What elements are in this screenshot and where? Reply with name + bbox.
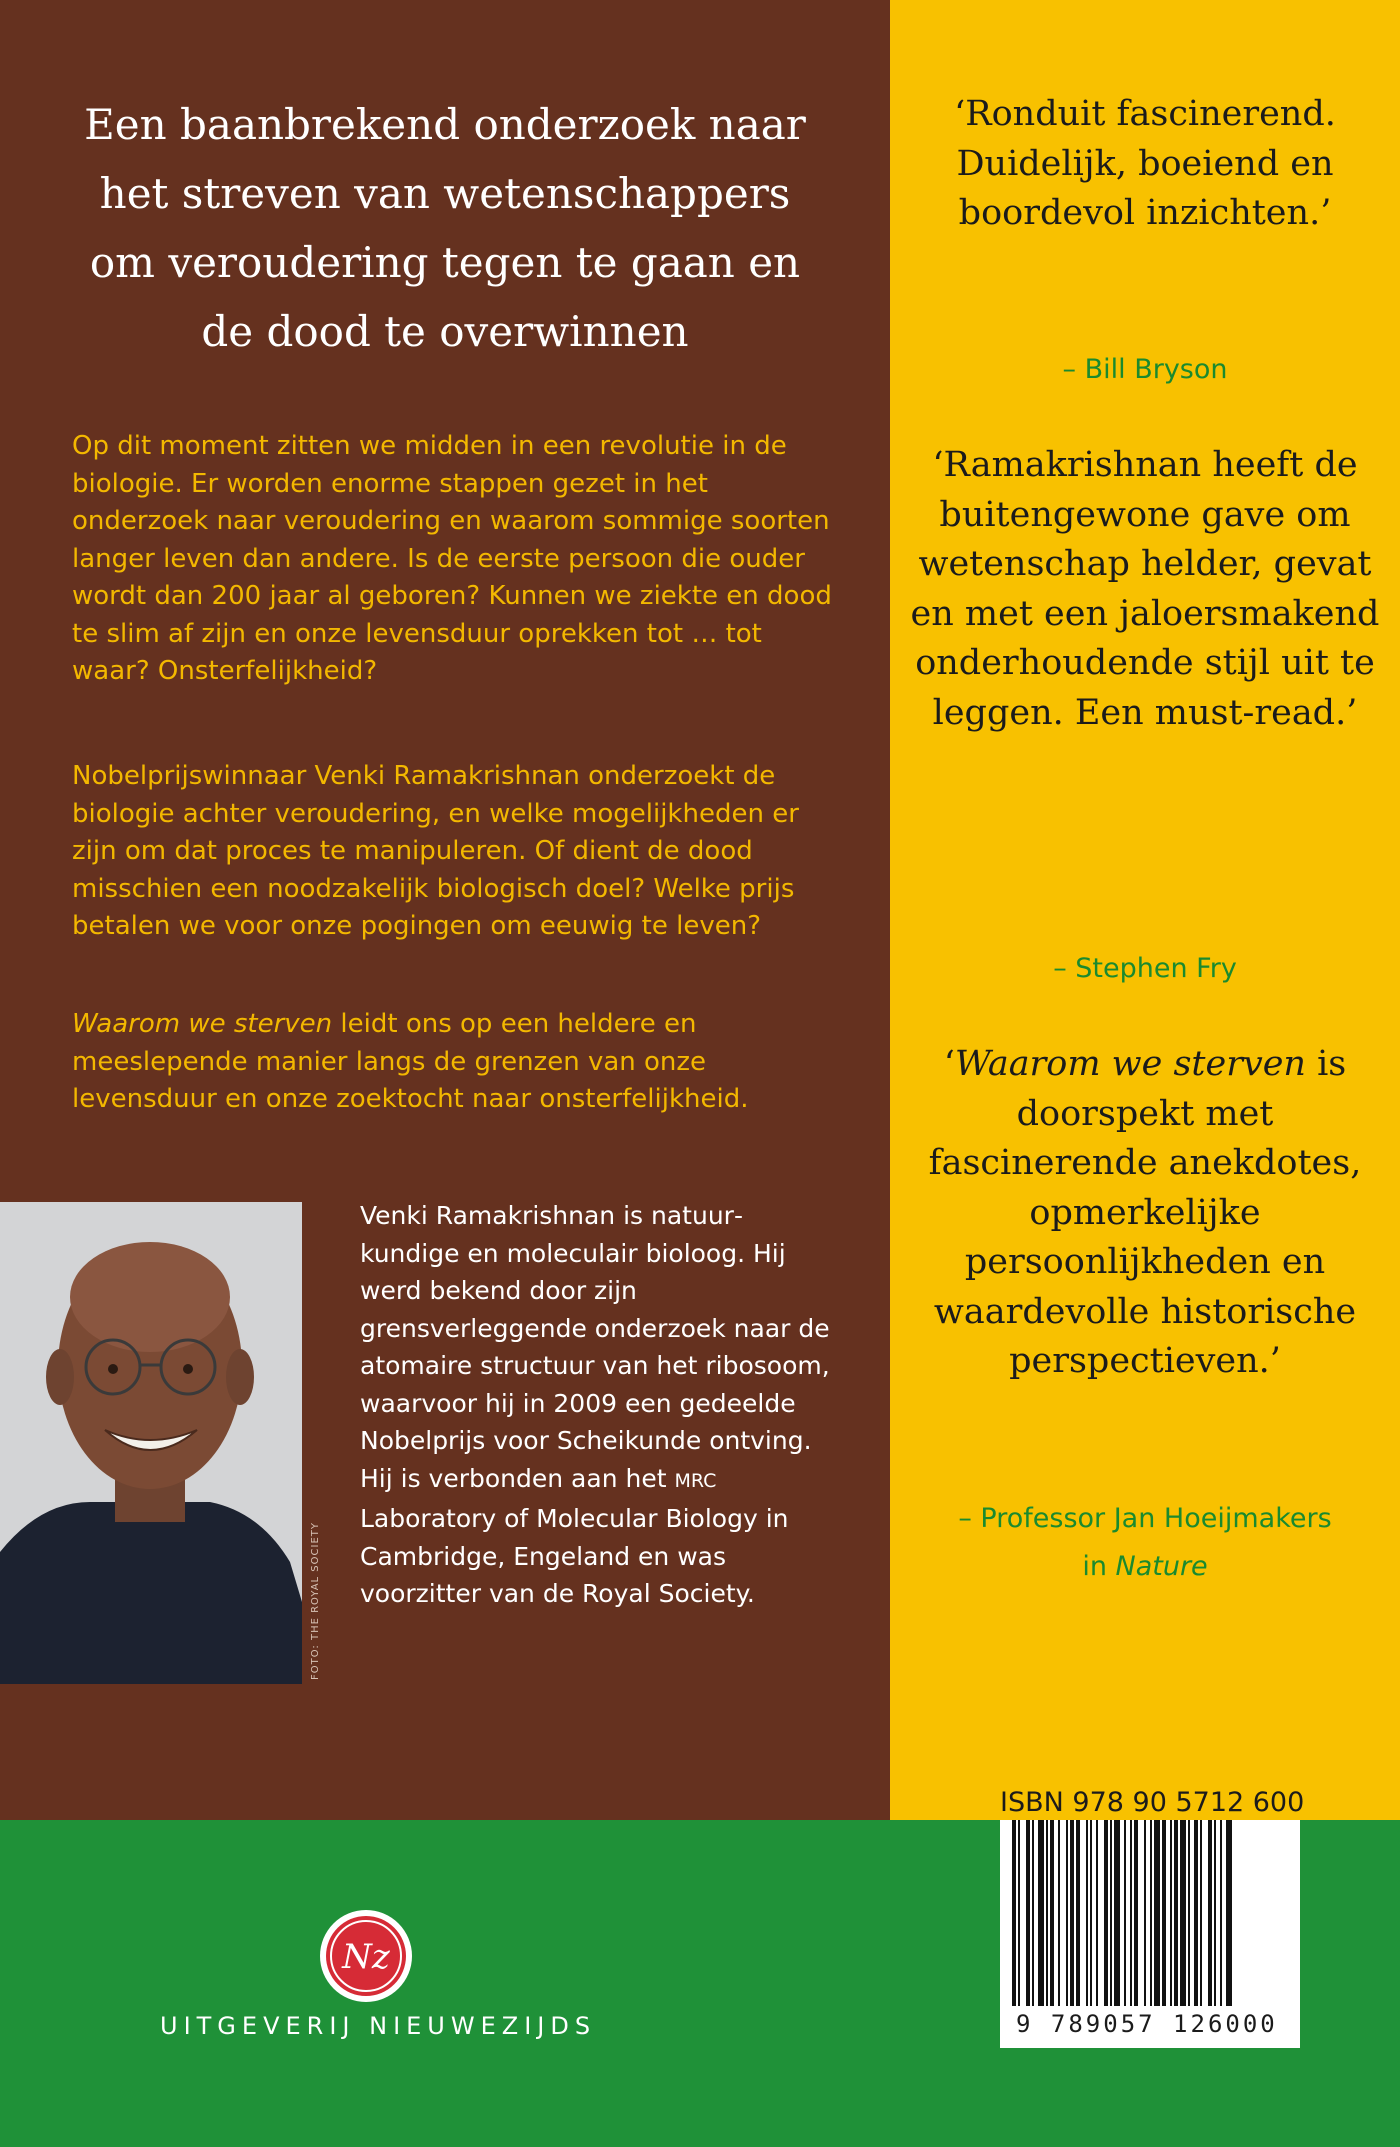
barcode-bar — [1124, 1820, 1126, 2006]
author-bio-part2: Laboratory of Molecular Biology in Cambridge, Engeland en was voorzitter van de Royal Society. — [360, 1504, 789, 1608]
quote-3-text: is doorspekt met fascinerende anekdotes, opmerkelijke persoonlijkheden en waardevolle historische perspectieven.’ — [928, 1044, 1362, 1381]
author-bio-smallcaps: MRC — [674, 1469, 717, 1492]
barcode-bar — [1130, 1820, 1132, 2006]
quote-3-attribution-name: – Professor Jan Hoeijmakers — [958, 1503, 1332, 1534]
barcode-bar — [1134, 1820, 1138, 2006]
author-bio-part1: Venki Ramakrishnan is natuurkundige en moleculair bioloog. Hij werd bekend door zijn grensverleggende onderzoek naar de atomaire structuur van het ribosoom, waarvoor hij in 2009 een gedeelde Nobelprijs voor Scheikunde ontving. Hij is verbonden aan het — [360, 1201, 830, 1493]
barcode-bar — [1154, 1820, 1160, 2006]
barcode-bar — [1012, 1820, 1016, 2006]
barcode-bar — [1114, 1820, 1120, 2006]
author-bio — [360, 1197, 830, 1613]
intro-paragraph-3-text: leidt ons op een heldere en meeslepende manier langs de grenzen van onze levensduur en onze zoektocht naar onsterfelijkheid. — [72, 1009, 749, 1114]
barcode-bar — [1050, 1820, 1054, 2006]
barcode-digits: 9 789057 126000 — [1016, 2010, 1278, 2038]
photo-credit: FOTO: THE ROYAL SOCIETY — [310, 1522, 321, 1680]
logo-monogram: Nz — [342, 1937, 390, 1977]
quote-1: ‘Ronduit fascinerend. Duidelijk, boeiend en boordevol inzichten.’ — [954, 94, 1336, 233]
book-title-italic: Waarom we sterven — [72, 1009, 333, 1039]
barcode-bar — [1090, 1820, 1092, 2006]
intro-paragraph-3 — [72, 1006, 832, 1119]
author-photo — [0, 1202, 302, 1684]
barcode-bar — [1086, 1820, 1088, 2006]
barcode-bar — [1180, 1820, 1186, 2006]
barcode-bar — [1066, 1820, 1068, 2006]
barcode-bar — [1162, 1820, 1166, 2006]
publisher-logo — [318, 1908, 414, 2004]
barcode-bar — [1226, 1820, 1232, 2006]
barcode-bar — [1104, 1820, 1108, 2006]
barcode-bar — [1150, 1820, 1152, 2006]
intro-paragraph-2: Nobelprijswinnaar Venki Ramakrishnan onderzoekt de biologie achter veroudering, en welke mogelijkheden er zijn om dat proces te manipuleren. Of dient de dood misschien een noodzakelijk biologisch doel? Welke prijs betalen we voor onze pogingen om eeuwig te leven? — [72, 761, 799, 941]
quote-3-attribution — [910, 1495, 1380, 1591]
barcode-bar — [1032, 1820, 1034, 2006]
headline: Een baanbrekend onderzoek naar het streven van wetenschappers om veroudering tegen te gaan en de dood te overwinnen — [84, 100, 806, 356]
barcode-bar — [1144, 1820, 1146, 2006]
quote-3-attribution-in: in — [1082, 1551, 1116, 1582]
quote-3-open: ‘ — [943, 1044, 955, 1084]
quote-3 — [910, 1040, 1380, 1387]
quote-2-attribution: – Stephen Fry — [1053, 953, 1237, 984]
barcode-bar — [1110, 1820, 1112, 2006]
barcode-bar — [1076, 1820, 1080, 2006]
barcode-bar — [1058, 1820, 1060, 2006]
quote-1-attribution: – Bill Bryson — [1062, 354, 1228, 385]
barcode-bar — [1200, 1820, 1202, 2006]
intro-paragraph-1: Op dit moment zitten we midden in een revolutie in de biologie. Er worden enorme stappen gezet in het onderzoek naar veroudering en waarom sommige soorten langer leven dan andere. Is de eerste persoon die ouder wordt dan 200 jaar al geboren? Kunnen we ziekte en dood te slim af zijn en onze levensduur oprekken tot … tot waar? Onsterfelijkheid? — [72, 431, 832, 686]
barcode-bar — [1194, 1820, 1198, 2006]
isbn-label: ISBN 978 90 5712 600 — [1000, 1787, 1305, 1818]
barcode-bar — [1018, 1820, 1020, 2006]
barcode-bar — [1046, 1820, 1048, 2006]
barcode-bars — [1012, 1820, 1288, 2006]
quote-2: ‘Ramakrishnan heeft de buitengewone gave om wetenschap helder, gevat en met een jaloersmakend onderhoudende stijl uit te leggen. Een must-read.’ — [910, 445, 1380, 733]
barcode-bar — [1220, 1820, 1222, 2006]
barcode-bar — [1038, 1820, 1044, 2006]
barcode-bar — [1170, 1820, 1172, 2006]
barcode-bar — [1026, 1820, 1030, 2006]
barcode-bar — [1208, 1820, 1212, 2006]
barcode — [1000, 1820, 1300, 2048]
barcode-bar — [1096, 1820, 1098, 2006]
barcode-bar — [1174, 1820, 1178, 2006]
quote-3-journal: Nature — [1115, 1551, 1208, 1582]
publisher-name: UITGEVERIJ NIEUWEZIJDS — [160, 2012, 597, 2040]
barcode-bar — [1188, 1820, 1190, 2006]
barcode-bar — [1214, 1820, 1216, 2006]
barcode-bar — [1070, 1820, 1074, 2006]
quote-3-book-title: Waarom we sterven — [954, 1044, 1306, 1084]
